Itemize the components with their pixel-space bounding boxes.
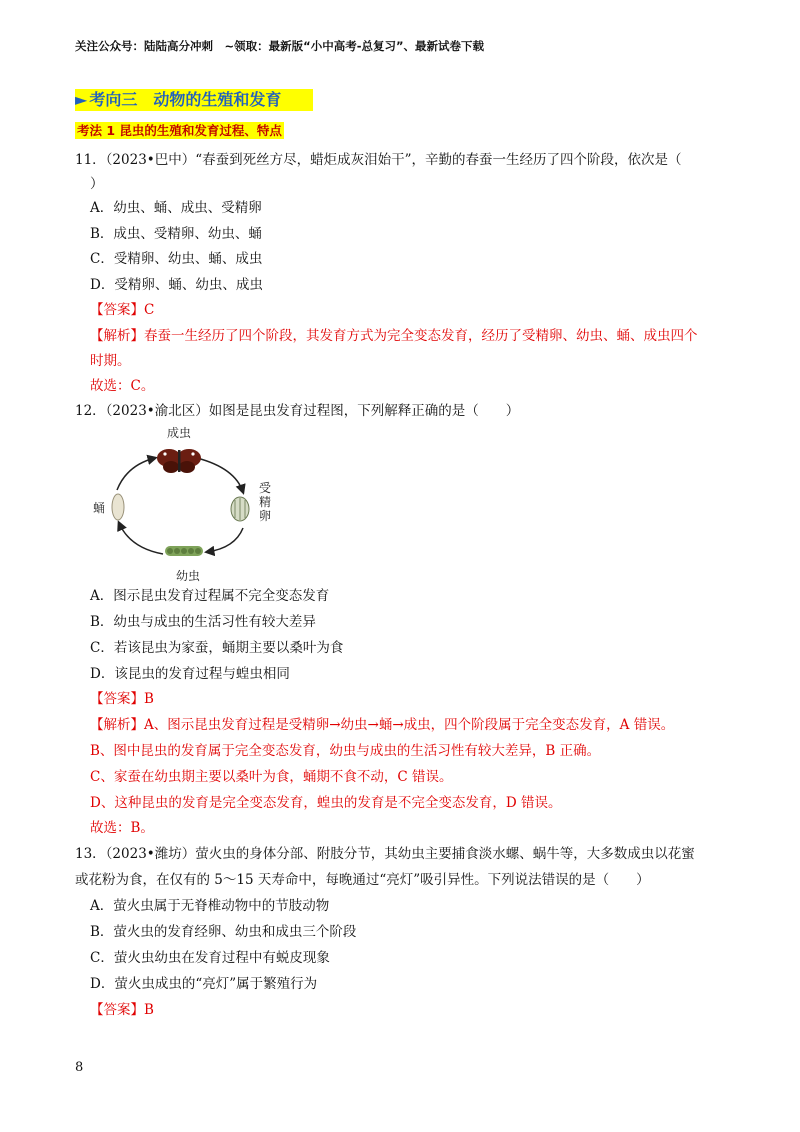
q11-option-a: A．幼虫、蛹、成虫、受精卵	[90, 200, 262, 216]
q13-stem-line2: 或花粉为食，在仅有的 5～15 天寿命中，每晚通过“亮灯”吸引异性。下列说法错误的是（ ）	[75, 872, 650, 888]
q12-answer-value: B	[144, 691, 154, 707]
label-egg-char: 受	[258, 481, 272, 495]
q13-answer	[90, 1001, 154, 1019]
q11-analysis-text: 春蚕一生经历了四个阶段，其发育方式为完全变态发育，经历了受精卵、幼虫、蛹、成虫四个	[144, 328, 698, 344]
label-egg-char: 精	[258, 495, 272, 509]
q11-answer-label: 【答案】	[90, 302, 144, 318]
q11-option-d: D．受精卵、蛹、幼虫、成虫	[90, 277, 263, 293]
label-egg-char: 卵	[258, 509, 272, 523]
q11-analysis-label: 【解析】	[90, 328, 144, 344]
q12-analysis-line3: C、家蚕在幼虫期主要以桑叶为食，蛹期不食不动，C 错误。	[90, 769, 453, 785]
egg-icon	[231, 497, 249, 521]
q11-analysis-line2: 时期。	[90, 353, 131, 369]
q11-answer	[90, 301, 154, 319]
q11-stem-line1: 11．（2023•巴中）“春蚕到死丝方尽，蜡炬成灰泪始干”，辛勤的春蚕一生经历了四个阶段，依次是（	[75, 152, 682, 168]
q12-analysis-line1	[90, 716, 674, 734]
butterfly-icon	[157, 449, 201, 473]
pupa-icon	[112, 494, 124, 520]
q12-stem: 12．（2023•渝北区）如图是昆虫发育过程图，下列解释正确的是（ ）	[75, 403, 520, 419]
q11-answer-value: C	[144, 302, 155, 318]
insect-lifecycle-diagram	[85, 420, 285, 585]
q13-option-d: D．萤火虫成虫的“亮灯”属于繁殖行为	[90, 976, 318, 992]
larva-icon	[165, 546, 203, 556]
page-number: 8	[75, 1060, 84, 1075]
q12-analysis-label: 【解析】	[90, 717, 144, 733]
q12-option-c: C．若该昆虫为家蚕，蛹期主要以桑叶为食	[90, 640, 344, 656]
label-egg	[259, 481, 271, 523]
q12-option-b: B．幼虫与成虫的生活习性有较大差异	[90, 614, 316, 630]
q12-analysis-line4: D、这种昆虫的发育是完全变态发育，蝗虫的发育是不完全变态发育，D 错误。	[90, 795, 562, 811]
section-heading	[75, 89, 313, 111]
arrow-pupa-to-adult	[117, 458, 155, 490]
q12-option-a: A．图示昆虫发育过程属不完全变态发育	[90, 588, 330, 604]
label-larva: 幼虫	[175, 569, 201, 583]
q13-stem-line1: 13．（2023•潍坊）萤火虫的身体分部、附肢分节，其幼虫主要捕食淡水螺、蜗牛等，大多数成虫以花蜜	[75, 846, 695, 862]
arrow-larva-to-pupa	[119, 523, 163, 554]
method-heading: 考法 1 昆虫的生殖和发育过程、特点	[77, 123, 282, 138]
q11-option-b: B．成虫、受精卵、幼虫、蛹	[90, 226, 262, 242]
section-title: 考向三 动物的生殖和发育	[89, 90, 282, 109]
q12-answer	[90, 690, 154, 708]
q13-answer-label: 【答案】	[90, 1002, 144, 1018]
q11-option-c: C．受精卵、幼虫、蛹、成虫	[90, 251, 263, 267]
section-marker-icon: ►	[75, 90, 88, 109]
q11-conclusion: 故选：C。	[90, 378, 155, 394]
q12-answer-label: 【答案】	[90, 691, 144, 707]
page-header: 关注公众号：陆陆高分冲刺 ~领取：最新版“小中高考-总复习”、最新试卷下载	[75, 39, 485, 53]
label-pupa: 蛹	[92, 501, 106, 515]
q13-option-c: C．萤火虫幼虫在发育过程中有蜕皮现象	[90, 950, 330, 966]
label-adult: 成虫	[166, 426, 192, 440]
q12-analysis-line2: B、图中昆虫的发育属于完全变态发育，幼虫与成虫的生活习性有较大差异，B 正确。	[90, 743, 601, 759]
arrow-egg-to-larva	[207, 528, 243, 552]
q11-stem-line2: ）	[90, 176, 104, 192]
q11-analysis-line1	[90, 327, 698, 345]
q12-option-d: D．该昆虫的发育过程与蝗虫相同	[90, 666, 290, 682]
arrow-adult-to-egg	[197, 458, 243, 492]
q12-analysis-text-a: A、图示昆虫发育过程是受精卵→幼虫→蛹→成虫，四个阶段属于完全变态发育，A 错误。	[144, 717, 675, 733]
q12-conclusion: 故选：B。	[90, 820, 154, 836]
q13-option-a: A．萤火虫属于无脊椎动物中的节肢动物	[90, 898, 330, 914]
q13-answer-value: B	[144, 1002, 154, 1018]
q13-option-b: B．萤火虫的发育经卵、幼虫和成虫三个阶段	[90, 924, 357, 940]
